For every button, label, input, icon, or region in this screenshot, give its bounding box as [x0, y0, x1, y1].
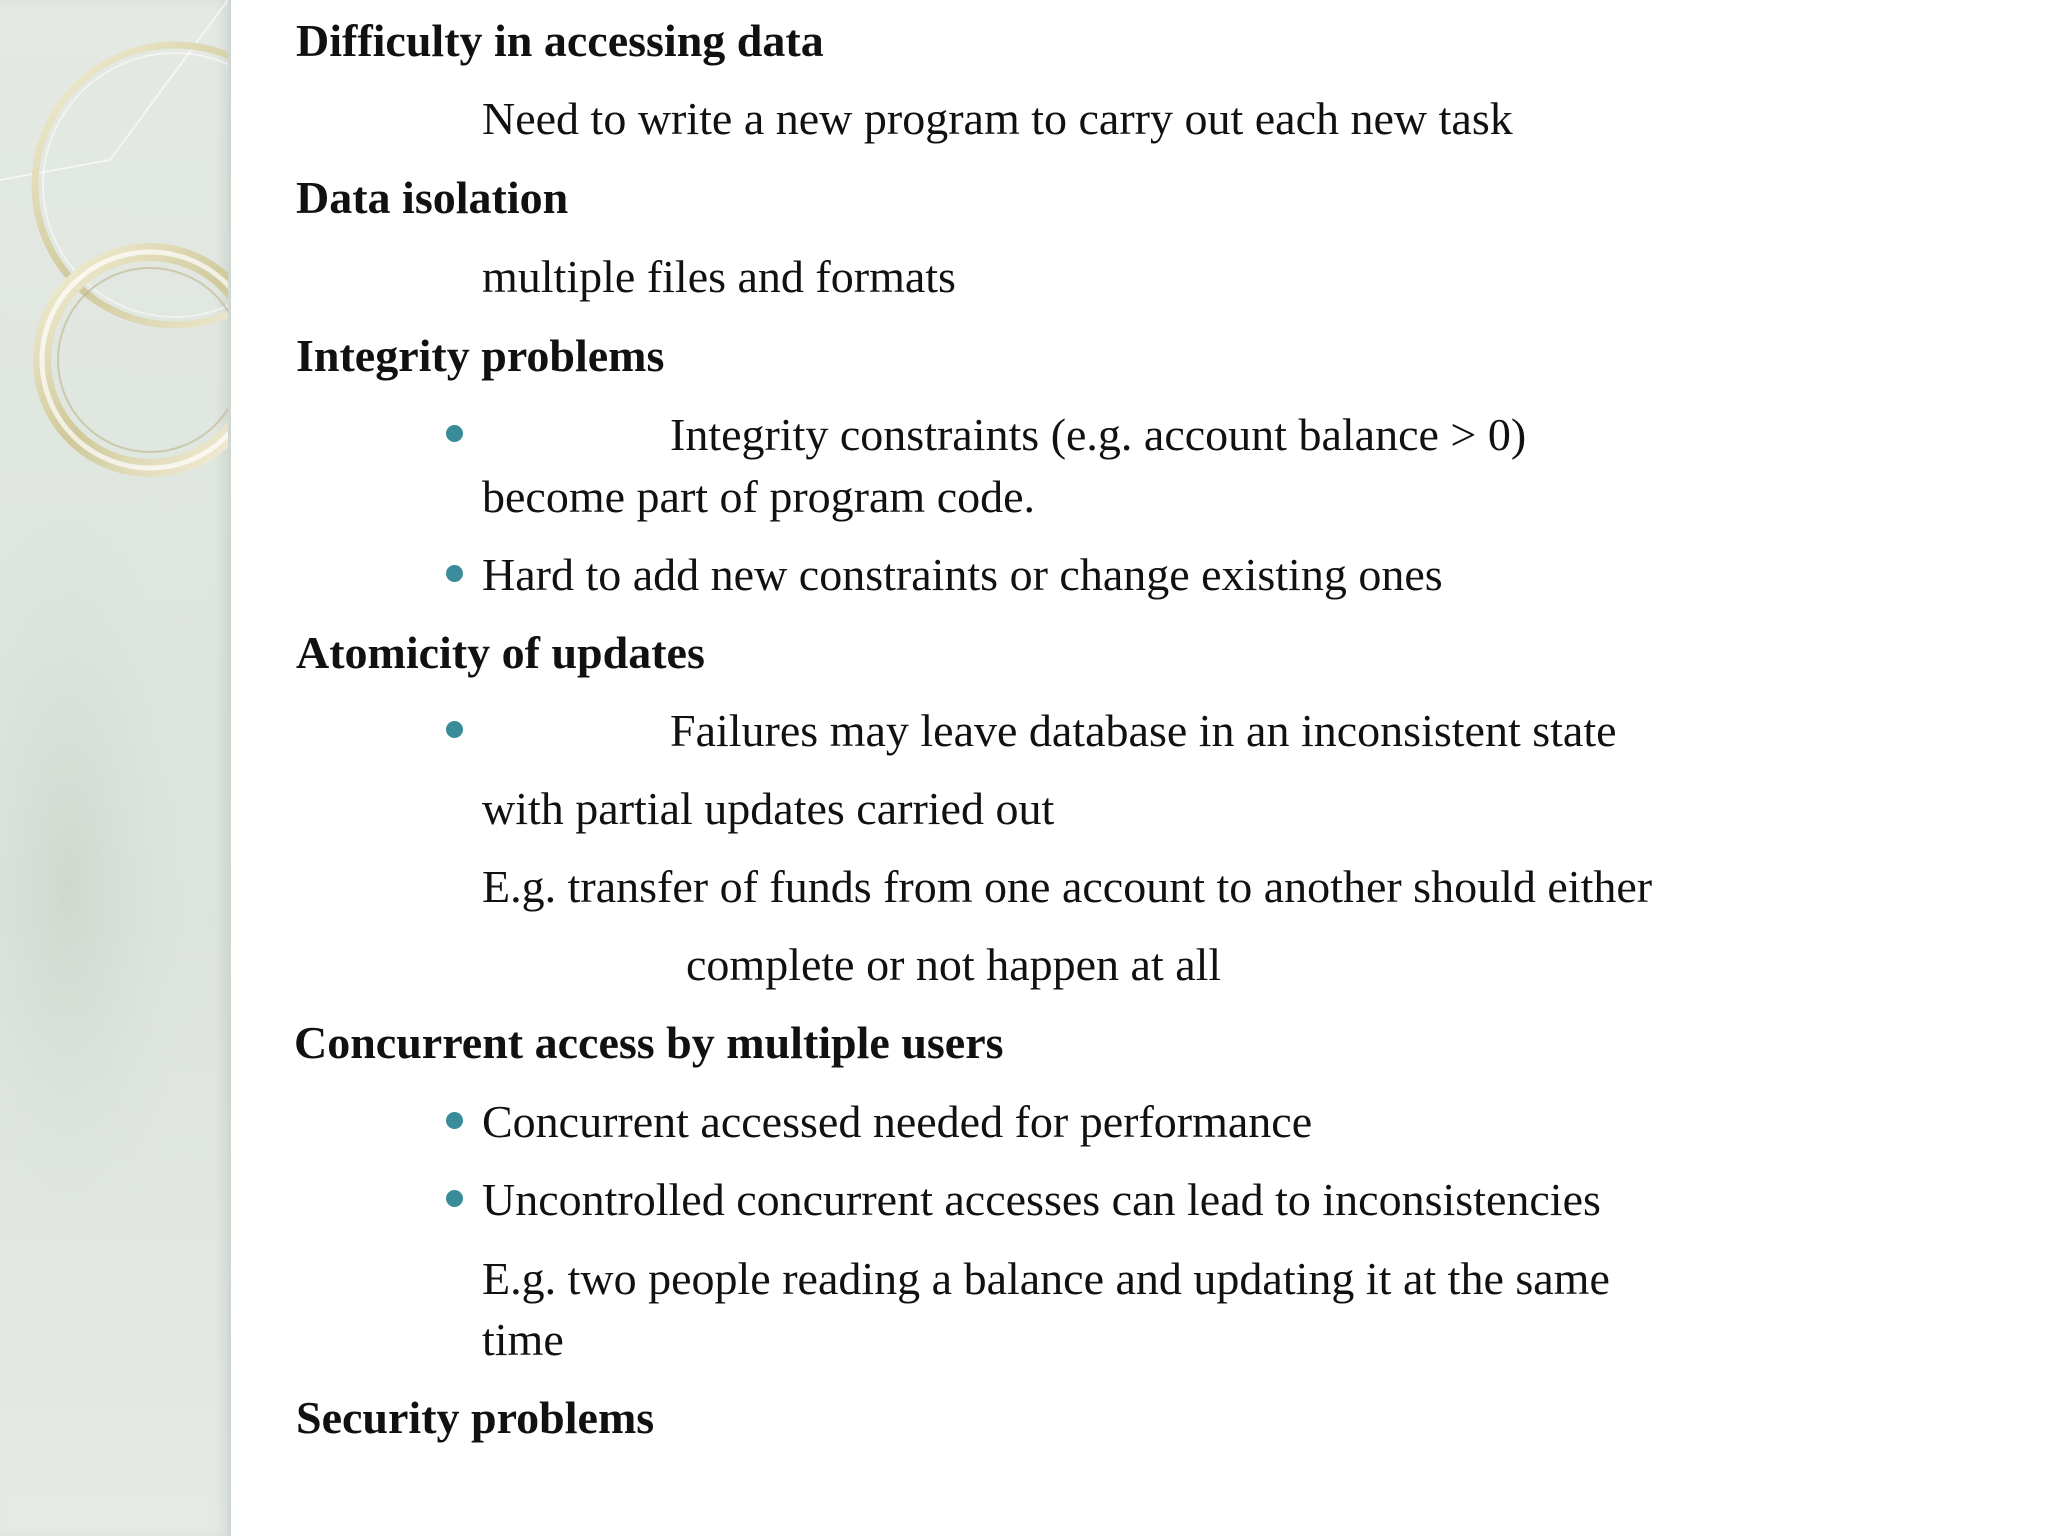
text-complete-or-not: complete or not happen at all: [686, 939, 1222, 990]
text-integrity-constraints: Integrity constraints (e.g. account balance > 0): [670, 409, 1527, 460]
text-two-people-reading: E.g. two people reading a balance and updating it at the same: [482, 1253, 1610, 1304]
bullet-icon: [446, 721, 463, 738]
heading-atomicity-of-updates: Atomicity of updates: [296, 627, 705, 678]
text-time: time: [482, 1314, 564, 1365]
heading-concurrent-access: Concurrent access by multiple users: [294, 1017, 1004, 1068]
text-multiple-files: multiple files and formats: [482, 251, 956, 302]
text-concurrent-accessed-performance: Concurrent accessed needed for performance: [482, 1096, 1313, 1147]
text-hard-to-add-constraints: Hard to add new constraints or change existing ones: [482, 549, 1443, 600]
heading-integrity-problems: Integrity problems: [296, 330, 665, 381]
text-transfer-of-funds: E.g. transfer of funds from one account to another should either: [482, 861, 1653, 912]
heading-security-problems: Security problems: [296, 1392, 655, 1443]
bullet-icon: [446, 1190, 463, 1207]
bullet-icon: [446, 1112, 463, 1129]
bullet-icon: [446, 565, 463, 582]
text-partial-updates: with partial updates carried out: [482, 783, 1055, 834]
text-part-of-program-code: become part of program code.: [482, 471, 1036, 522]
text-need-new-program: Need to write a new program to carry out each new task: [482, 93, 1513, 144]
bullet-icon: [446, 425, 463, 442]
heading-data-isolation: Data isolation: [296, 172, 569, 223]
text-uncontrolled-concurrent: Uncontrolled concurrent accesses can lead to inconsistencies: [482, 1174, 1601, 1225]
heading-difficulty-accessing-data: Difficulty in accessing data: [296, 15, 824, 66]
text-failures-inconsistent-state: Failures may leave database in an inconsistent state: [670, 705, 1617, 756]
